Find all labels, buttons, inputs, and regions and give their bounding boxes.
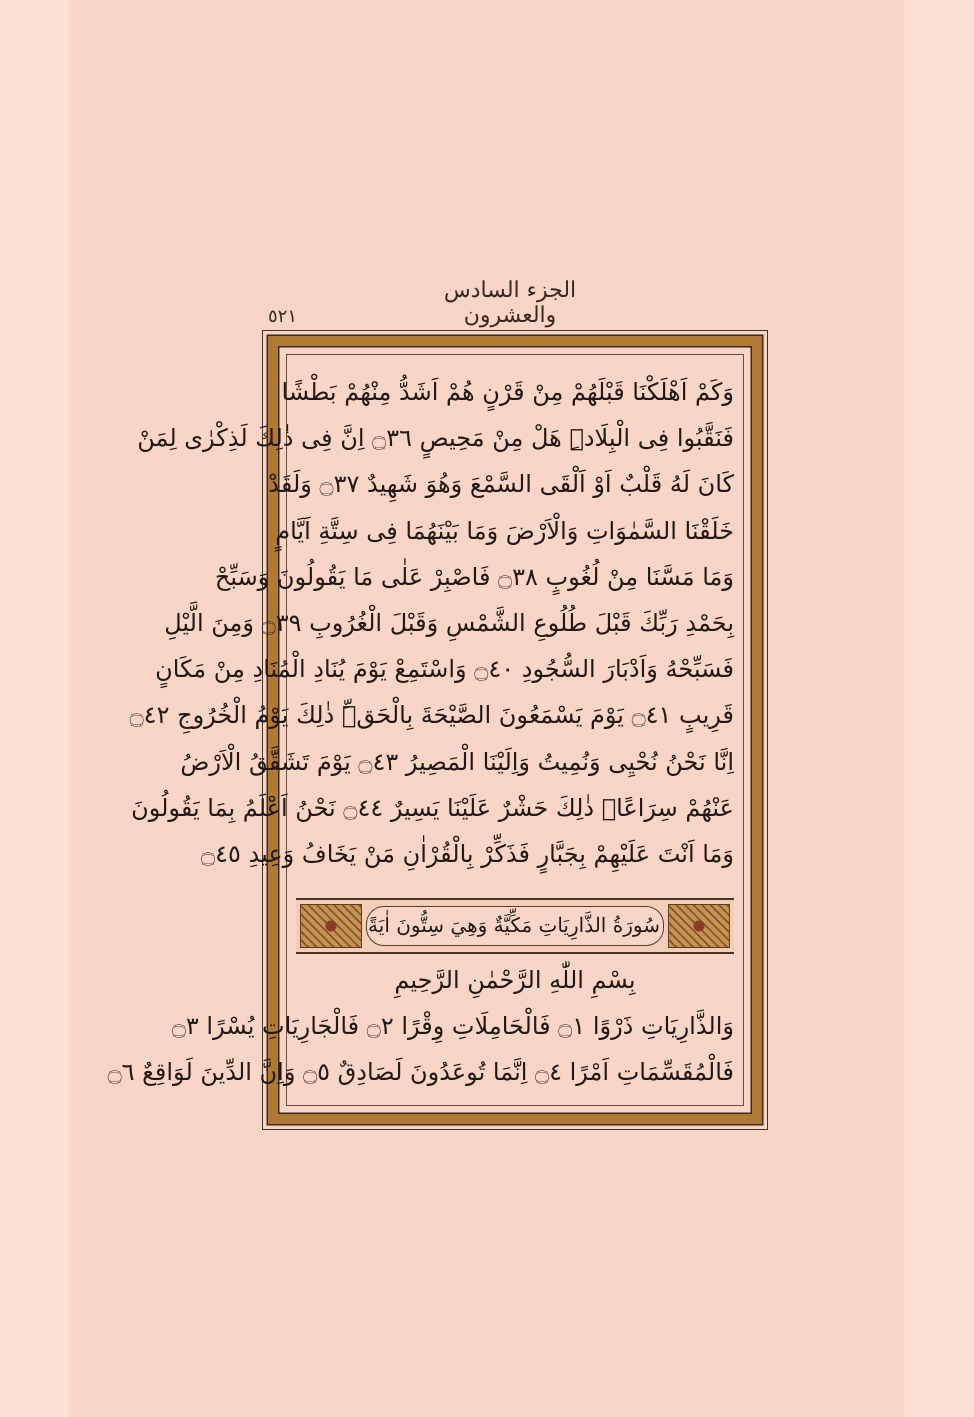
text-line: فَنَقَّبُوا فِى الْبِلَادِۜ هَلْ مِنْ مَحِيصٍ ۝٣٦ اِنَّ فِى ذٰلِكَ لَذِكْرٰى لِمَنْ [137,424,734,453]
main-text-block [129,370,734,878]
floral-ornament-icon [300,904,362,948]
text-line: خَلَقْنَا السَّمٰوَاتِ وَالْاَرْضَ وَمَا بَيْنَهُمَا فِى سِتَّةِ اَيَّامٍ [275,516,734,545]
surah-header-band [296,898,734,954]
surah-title: سُورَةُ الذَّارِيَاتِ مَكِّيَّةٌ وَهِيَ سِتُّونَ اٰيَةً [368,913,660,937]
page-number: ٥٢١ [268,306,298,327]
basmala-line: بِسْمِ اللّٰهِ الرَّحْمٰنِ الرَّحِيمِ [394,966,636,994]
page-edge-right [904,0,974,1417]
text-line: وَمَا اَنْتَ عَلَيْهِمْ بِجَبَّارٍ فَذَكِّرْ بِالْقُرْاٰنِ مَنْ يَخَافُ وَعِيدِ ۝٤٥ [201,839,734,868]
text-line: عَنْهُمْ سِرَاعًاۜ ذٰلِكَ حَشْرٌ عَلَيْنَا يَسِيرٌ ۝٤٤ نَحْنُ اَعْلَمُ بِمَا يَقُولُونَ [131,793,734,822]
text-line: قَرِيبٍ ۝٤١ يَوْمَ يَسْمَعُونَ الصَّيْحَةَ بِالْحَقِّۜ ذٰلِكَ يَوْمُ الْخُرُوجِ ۝٤٢ [129,701,734,730]
text-line: وَمَا مَسَّنَا مِنْ لُغُوبٍ ۝٣٨ فَاصْبِرْ عَلٰى مَا يَقُولُونَ وَسَبِّحْ [214,562,734,591]
text-line: وَكَمْ اَهْلَكْنَا قَبْلَهُمْ مِنْ قَرْنٍ هُمْ اَشَدُّ مِنْهُمْ بَطْشًا [281,378,734,406]
text-line: فَالْمُقَسِّمَاتِ اَمْرًا ۝٤ اِنَّمَا تُوعَدُونَ لَصَادِقٌ ۝٥ وَاِنَّ الدِّينَ لَوَاقِعٌ ۝٦ [107,1058,734,1087]
text-line: وَالذَّارِيَاتِ ذَرْوًا ۝١ فَالْحَامِلَاتِ وِقْرًا ۝٢ فَالْجَارِيَاتِ يُسْرًا ۝٣ [171,1012,734,1041]
text-line: بِحَمْدِ رَبِّكَ قَبْلَ طُلُوعِ الشَّمْسِ وَقَبْلَ الْغُرُوبِ ۝٣٩ وَمِنَ الَّيْلِ [164,608,734,637]
floral-ornament-icon [668,904,730,948]
juz-title: الجزء السادس والعشرون [443,278,577,328]
surah-opening-block [107,958,734,1097]
text-line: اِنَّا نَحْنُ نُحْيِى وَنُمِيتُ وَاِلَيْنَا الْمَصِيرُ ۝٤٣ يَوْمَ تَشَقَّقُ الْاَرْضُ [180,747,734,776]
text-line: فَسَبِّحْهُ وَاَدْبَارَ السُّجُودِ ۝٤٠ وَاسْتَمِعْ يَوْمَ يُنَادِ الْمُنَادِ مِنْ مَكَانٍ [155,655,734,684]
text-line: كَانَ لَهُ قَلْبٌ اَوْ اَلْقَى السَّمْعَ وَهُوَ شَهِيدٌ ۝٣٧ وَلَقَدْ [268,470,734,499]
page-edge-left [0,0,70,1417]
